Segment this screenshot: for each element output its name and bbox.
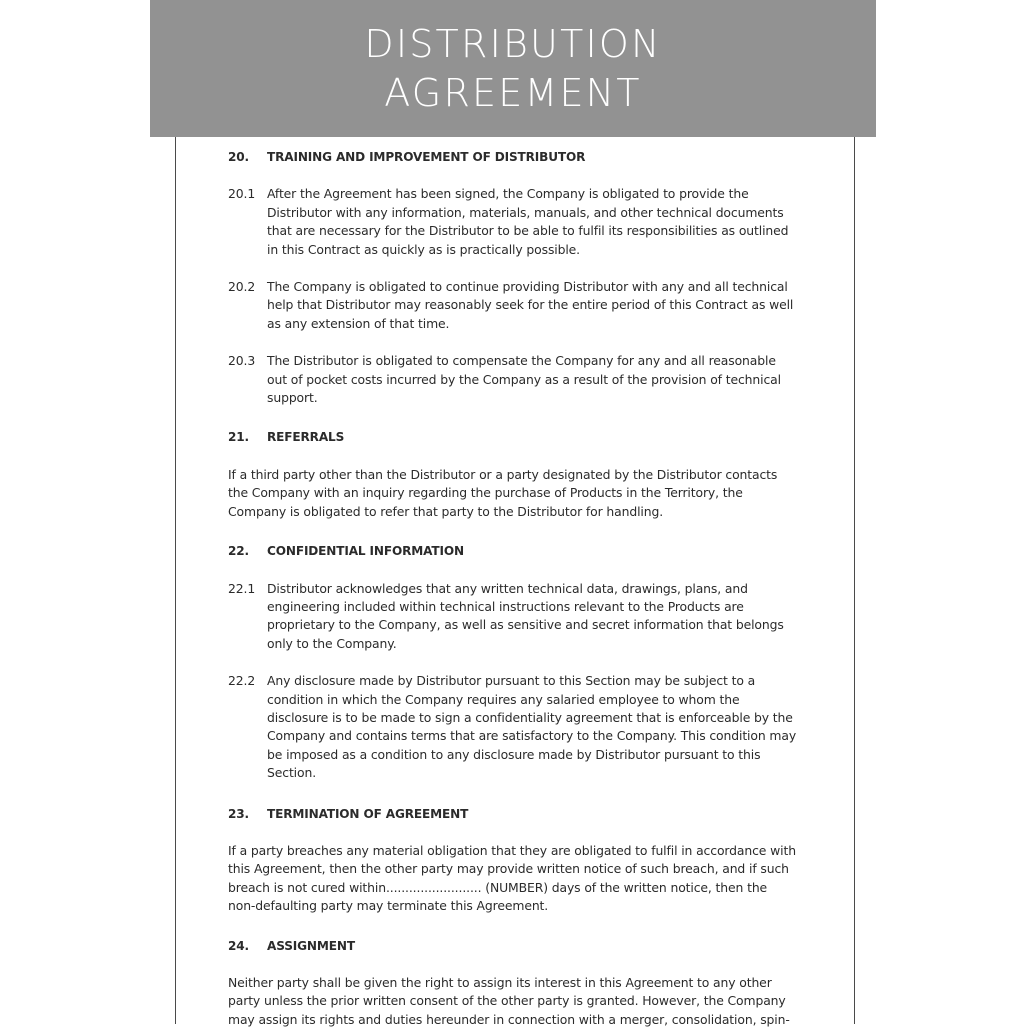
clause-20-1 <box>228 185 798 259</box>
spacer <box>228 916 798 937</box>
clause-22-1 <box>228 580 798 654</box>
banner-title-line-2: AGREEMENT <box>384 70 642 115</box>
clause-20-3 <box>228 352 798 407</box>
section-heading-23 <box>228 805 798 823</box>
clause-number-20-1: 20.1 <box>228 186 256 202</box>
spacer <box>228 447 798 466</box>
section-title-24: ASSIGNMENT <box>267 938 355 953</box>
section-number-23: 23. <box>228 806 249 821</box>
clause-text-20-1: After the Agreement has been signed, the Company is obligated to provide the Distributor with any information, materials, manuals, and other technical documents that are necessary for the Distributor to be able to fulfil its responsibilities as outlined in this Contract as quickly as is practically possible. <box>267 186 789 257</box>
spacer <box>228 653 798 672</box>
section-number-21: 21. <box>228 430 249 445</box>
spacer <box>228 333 798 352</box>
clause-number-20-3: 20.3 <box>228 353 256 369</box>
section-number-22: 22. <box>228 544 249 559</box>
clause-text-22-2: Any disclosure made by Distributor pursuant to this Section may be subject to a condition in which the Company requires any salaried employee to whom the disclosure is to be made to sign a confidentiality agreement that is enforceable by the Company and contains terms that are satisfactory to the Company. This condition may be imposed as a condition to any disclosure made by Distributor pursuant to this Section. <box>267 673 797 781</box>
clause-text-22-1: Distributor acknowledges that any written technical data, drawings, plans, and engineering included within technical instructions relevant to the Products are proprietary to the Company, as well as sensitive and secret information that belongs only to the Company. <box>267 580 784 651</box>
spacer <box>228 259 798 278</box>
spacer <box>228 166 798 185</box>
spacer <box>228 783 798 805</box>
section-number-20: 20. <box>228 150 249 164</box>
section-heading-21 <box>228 428 798 446</box>
spacer <box>228 521 798 542</box>
clause-text-20-3: The Distributor is obligated to compensate the Company for any and all reasonable out of pocket costs incurred by the Company as a result of the provision of technical support. <box>267 353 781 406</box>
document-title-banner <box>150 0 876 137</box>
document-body <box>228 148 798 1029</box>
banner-title-line-1: DISTRIBUTION <box>364 21 662 66</box>
document-page <box>175 137 855 1027</box>
section-heading-24 <box>228 937 798 955</box>
clause-number-20-2: 20.2 <box>228 279 256 295</box>
section-title-20: TRAINING AND IMPROVEMENT OF DISTRIBUTOR <box>267 150 586 164</box>
section-title-22: CONFIDENTIAL INFORMATION <box>267 544 464 559</box>
section-body-21: If a third party other than the Distributor or a party designated by the Distributor contacts the Company with an inquiry regarding the purchase of Products in the Territory, the Company is obligated to refer that party to the Distributor for handling. <box>228 466 778 519</box>
section-heading-22 <box>228 542 798 560</box>
section-body-24: Neither party shall be given the right to assign its interest in this Agreement to any other party unless the prior written consent of the other party is granted. However, the Company may assign its rights and duties hereunder in connection with a merger, consolidation, spin- <box>228 975 790 1027</box>
clause-22-2 <box>228 672 798 782</box>
clause-20-2 <box>228 278 798 333</box>
section-number-24: 24. <box>228 938 249 953</box>
section-title-23: TERMINATION OF AGREEMENT <box>267 806 469 821</box>
spacer <box>228 561 798 580</box>
clause-number-22-1: 22.1 <box>228 580 256 596</box>
spacer <box>228 955 798 974</box>
clause-text-20-2: The Company is obligated to continue providing Distributor with any and all technical help that Distributor may reasonably seek for the entire period of this Contract as well as any extension of that time. <box>267 279 794 331</box>
section-body-23: If a party breaches any material obligation that they are obligated to fulfil in accordance with this Agreement, then the other party may provide written notice of such breach, and if such breach is not cured within......................... (NUMBER) days of the written notice, then the non-defaulting party may terminate this Agreement. <box>228 842 796 914</box>
spacer <box>228 823 798 842</box>
section-title-21: REFERRALS <box>267 430 345 445</box>
spacer <box>228 407 798 428</box>
clause-number-22-2: 22.2 <box>228 673 256 689</box>
section-heading-20 <box>228 148 798 166</box>
